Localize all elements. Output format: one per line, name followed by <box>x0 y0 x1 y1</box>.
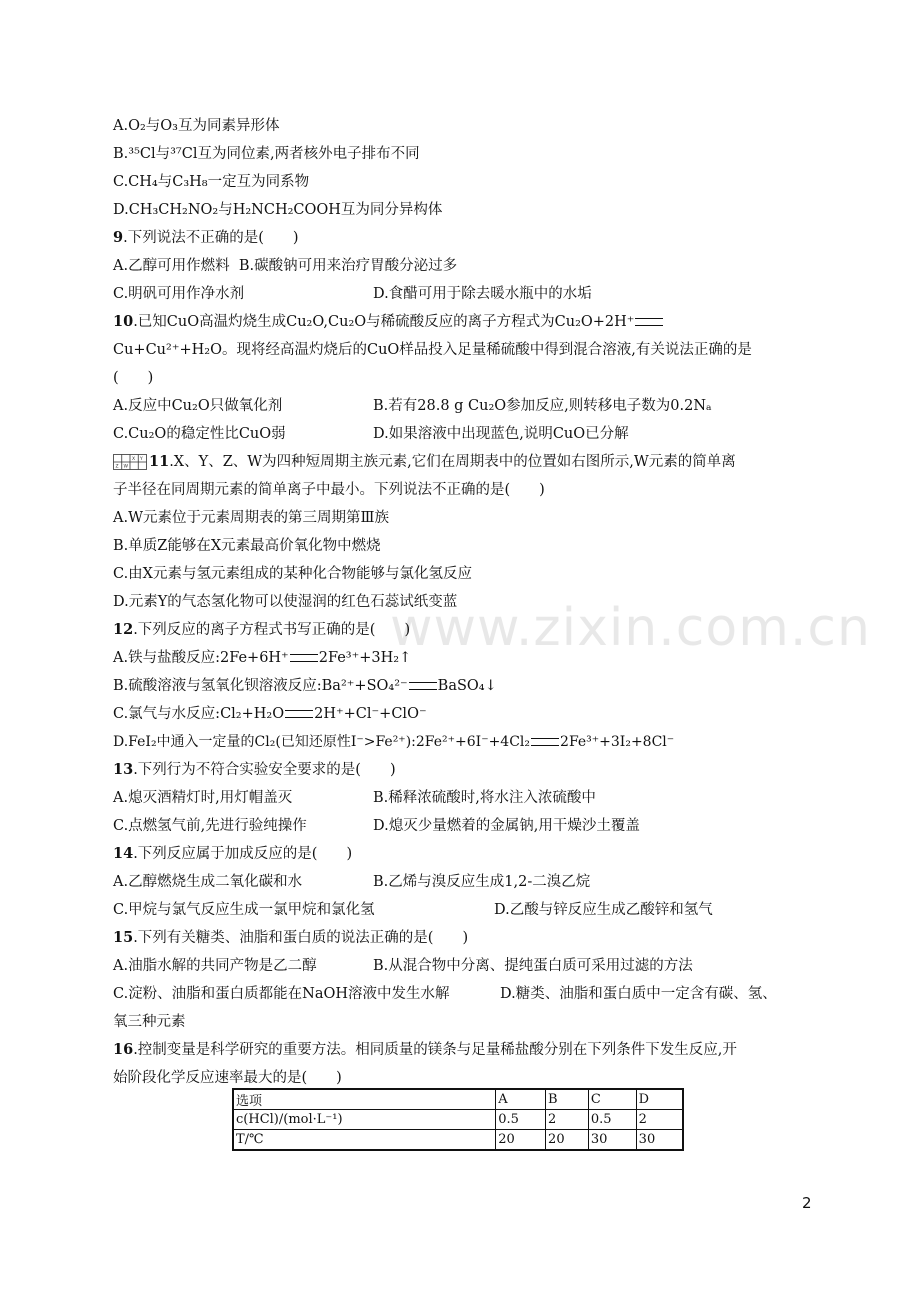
q13-stem <box>113 760 396 780</box>
table-cell: 2 <box>636 1110 683 1130</box>
q12-b-left: B.硫酸溶液与氢氧化钡溶液反应:Ba²⁺+SO₄²⁻ <box>113 678 408 694</box>
q15-option-c: C.淀粉、油脂和蛋白质都能在NaOH溶液中发生水解 <box>113 986 450 1002</box>
q14-stem-text: .下列反应属于加成反应的是( ) <box>133 846 353 862</box>
q15-option-d: D.糖类、油脂和蛋白质中一定含有碳、氢、 <box>500 986 777 1002</box>
equation-equals-sign <box>290 654 318 662</box>
q11-option-c: C.由X元素与氢元素组成的某种化合物能够与氯化氢反应 <box>113 566 473 582</box>
q12-option-a <box>113 648 411 668</box>
equation-equals-sign <box>409 682 437 690</box>
q14-number: 14 <box>113 845 134 862</box>
q15-option-d-cont: 氧三种元素 <box>113 1014 186 1030</box>
table-cell: 0.5 <box>588 1110 636 1130</box>
equation-equals-sign <box>285 710 313 718</box>
q16-stem-text: .控制变量是科学研究的重要方法。相同质量的镁条与足量稀盐酸分别在下列条件下发生反应,开 <box>133 1042 737 1058</box>
q12-a-right: 2Fe³⁺+3H₂↑ <box>318 650 412 666</box>
q12-number: 12 <box>113 621 134 638</box>
table-cell: 20 <box>546 1130 589 1151</box>
q11-stem-text: .X、Y、Z、W为四种短周期主族元素,它们在周期表中的位置如右图所示,W元素的简单离 <box>169 454 736 470</box>
q10-option-a: A.反应中Cu₂O只做氧化剂 <box>113 398 283 414</box>
table-header-cell: C <box>588 1089 636 1110</box>
grid-label-z: Z <box>115 464 119 470</box>
table-header-row <box>233 1089 683 1110</box>
q9-option-ab <box>113 256 457 276</box>
q16-stem-2: 始阶段化学反应速率最大的是( ) <box>113 1070 342 1086</box>
q14-option-d: D.乙酸与锌反应生成乙酸锌和氢气 <box>494 902 713 918</box>
q16-number: 16 <box>113 1041 134 1058</box>
q12-c-right: 2H⁺+Cl⁻+ClO⁻ <box>314 706 427 722</box>
q12-stem-text: .下列反应的离子方程式书写正确的是( ) <box>133 622 411 638</box>
q12-d-right: 2Fe³⁺+3I₂+8Cl⁻ <box>560 734 675 750</box>
q10-stem-3: ( ) <box>113 370 154 386</box>
q9-stem <box>113 228 299 248</box>
table-cell: T/℃ <box>233 1130 496 1151</box>
q9-option-c: C.明矾可用作净水剂 <box>113 286 245 302</box>
q9-stem-text: .下列说法不正确的是( ) <box>123 230 299 246</box>
q8-option-d: D.CH₃CH₂NO₂与H₂NCH₂COOH互为同分异构体 <box>113 202 443 218</box>
page-number: 2 <box>802 1194 812 1212</box>
q12-option-c <box>113 704 427 724</box>
q14-option-a: A.乙醇燃烧生成二氧化碳和水 <box>113 874 303 890</box>
q11-stem-2: 子半径在同周期元素的简单离子中最小。下列说法不正确的是( ) <box>113 482 545 498</box>
q15-stem <box>113 928 468 948</box>
q13-option-b: B.稀释浓硫酸时,将水注入浓硫酸中 <box>373 790 596 806</box>
q10-stem-1 <box>113 312 664 332</box>
q15-stem-text: .下列有关糖类、油脂和蛋白质的说法正确的是( ) <box>133 930 469 946</box>
q10-number: 10 <box>113 313 134 330</box>
q12-option-b <box>113 676 497 696</box>
q13-option-d: D.熄灭少量燃着的金属钠,用干燥沙土覆盖 <box>373 818 640 834</box>
q11-option-d: D.元素Y的气态氢化物可以使湿润的红色石蕊试纸变蓝 <box>113 594 458 610</box>
grid-label-w: W <box>123 464 128 470</box>
q15-option-b: B.从混合物中分离、提纯蛋白质可采用过滤的方法 <box>373 958 693 974</box>
q8-option-c: C.CH₄与C₃H₈一定互为同系物 <box>113 174 310 190</box>
equation-equals-sign <box>635 318 663 326</box>
q8-option-b: B.³⁵Cl与³⁷Cl互为同位素,两者核外电子排布不同 <box>113 146 420 162</box>
q11-stem-1 <box>113 452 736 472</box>
table-cell: 20 <box>496 1130 546 1151</box>
table-header-cell: B <box>546 1089 589 1110</box>
q14-option-b: B.乙烯与溴反应生成1,2-二溴乙烷 <box>373 874 591 890</box>
q12-d-left: D.FeI₂中通入一定量的Cl₂(已知还原性I⁻>Fe²⁺):2Fe²⁺+6I⁻+4Cl₂ <box>113 734 531 750</box>
q13-stem-text: .下列行为不符合实验安全要求的是( ) <box>133 762 396 778</box>
table-cell: 30 <box>588 1130 636 1151</box>
q10-option-c: C.Cu₂O的稳定性比CuO弱 <box>113 426 286 442</box>
q8-option-a: A.O₂与O₃互为同素异形体 <box>113 118 280 134</box>
q13-option-a: A.熄灭酒精灯时,用灯帽盖灭 <box>113 790 293 806</box>
table-cell: 0.5 <box>496 1110 546 1130</box>
equation-equals-sign <box>531 738 559 746</box>
q11-option-a: A.W元素位于元素周期表的第三周期第Ⅲ族 <box>113 510 389 526</box>
table-header-cell: 选项 <box>233 1089 496 1110</box>
q12-stem <box>113 620 410 640</box>
q11-number: 11 <box>149 453 170 470</box>
q11-option-b: B.单质Z能够在X元素最高价氧化物中燃烧 <box>113 538 381 554</box>
grid-label-x: X <box>132 457 136 462</box>
q12-b-right: BaSO₄↓ <box>437 678 497 694</box>
q10-stem-2: Cu+Cu²⁺+H₂O。现将经高温灼烧后的CuO样品投入足量稀硫酸中得到混合溶液,有关说法正确的是 <box>113 342 752 358</box>
q10-stem-text: .已知CuO高温灼烧生成Cu₂O,Cu₂O与稀硫酸反应的离子方程式为Cu₂O+2H⁺ <box>133 314 635 330</box>
q9-option-b: B.碳酸钠可用来治疗胃酸分泌过多 <box>238 258 458 274</box>
q15-option-a: A.油脂水解的共同产物是乙二醇 <box>113 958 317 974</box>
q9-option-a: A.乙醇可用作燃料 <box>113 258 230 274</box>
q14-option-c: C.甲烷与氯气反应生成一氯甲烷和氯化氢 <box>113 902 375 918</box>
q9-option-d: D.食醋可用于除去暖水瓶中的水垢 <box>373 286 592 302</box>
q16-conditions-table <box>232 1088 684 1151</box>
grid-label-y: Y <box>140 457 143 462</box>
q10-option-d: D.如果溶液中出现蓝色,说明CuO已分解 <box>373 426 629 442</box>
q10-option-b: B.若有28.8 g Cu₂O参加反应,则转移电子数为0.2Nₐ <box>373 398 712 414</box>
q13-option-c: C.点燃氢气前,先进行验纯操作 <box>113 818 307 834</box>
table-row <box>233 1110 683 1130</box>
q12-a-left: A.铁与盐酸反应:2Fe+6H⁺ <box>113 650 289 666</box>
table-row <box>233 1130 683 1151</box>
table-cell: 2 <box>546 1110 589 1130</box>
q12-option-d <box>113 732 674 752</box>
q12-c-left: C.氯气与水反应:Cl₂+H₂O <box>113 706 285 722</box>
watermark: www.zixin.com.cn <box>390 598 871 658</box>
q13-number: 13 <box>113 761 134 778</box>
table-cell: 30 <box>636 1130 683 1151</box>
q14-stem <box>113 844 352 864</box>
table-header-cell: A <box>496 1089 546 1110</box>
periodic-table-grid-icon <box>113 454 147 470</box>
q9-number: 9 <box>113 229 124 246</box>
q15-number: 15 <box>113 929 134 946</box>
q16-stem-1 <box>113 1040 737 1060</box>
table-cell: c(HCl)/(mol·L⁻¹) <box>233 1110 496 1130</box>
table-header-cell: D <box>636 1089 683 1110</box>
